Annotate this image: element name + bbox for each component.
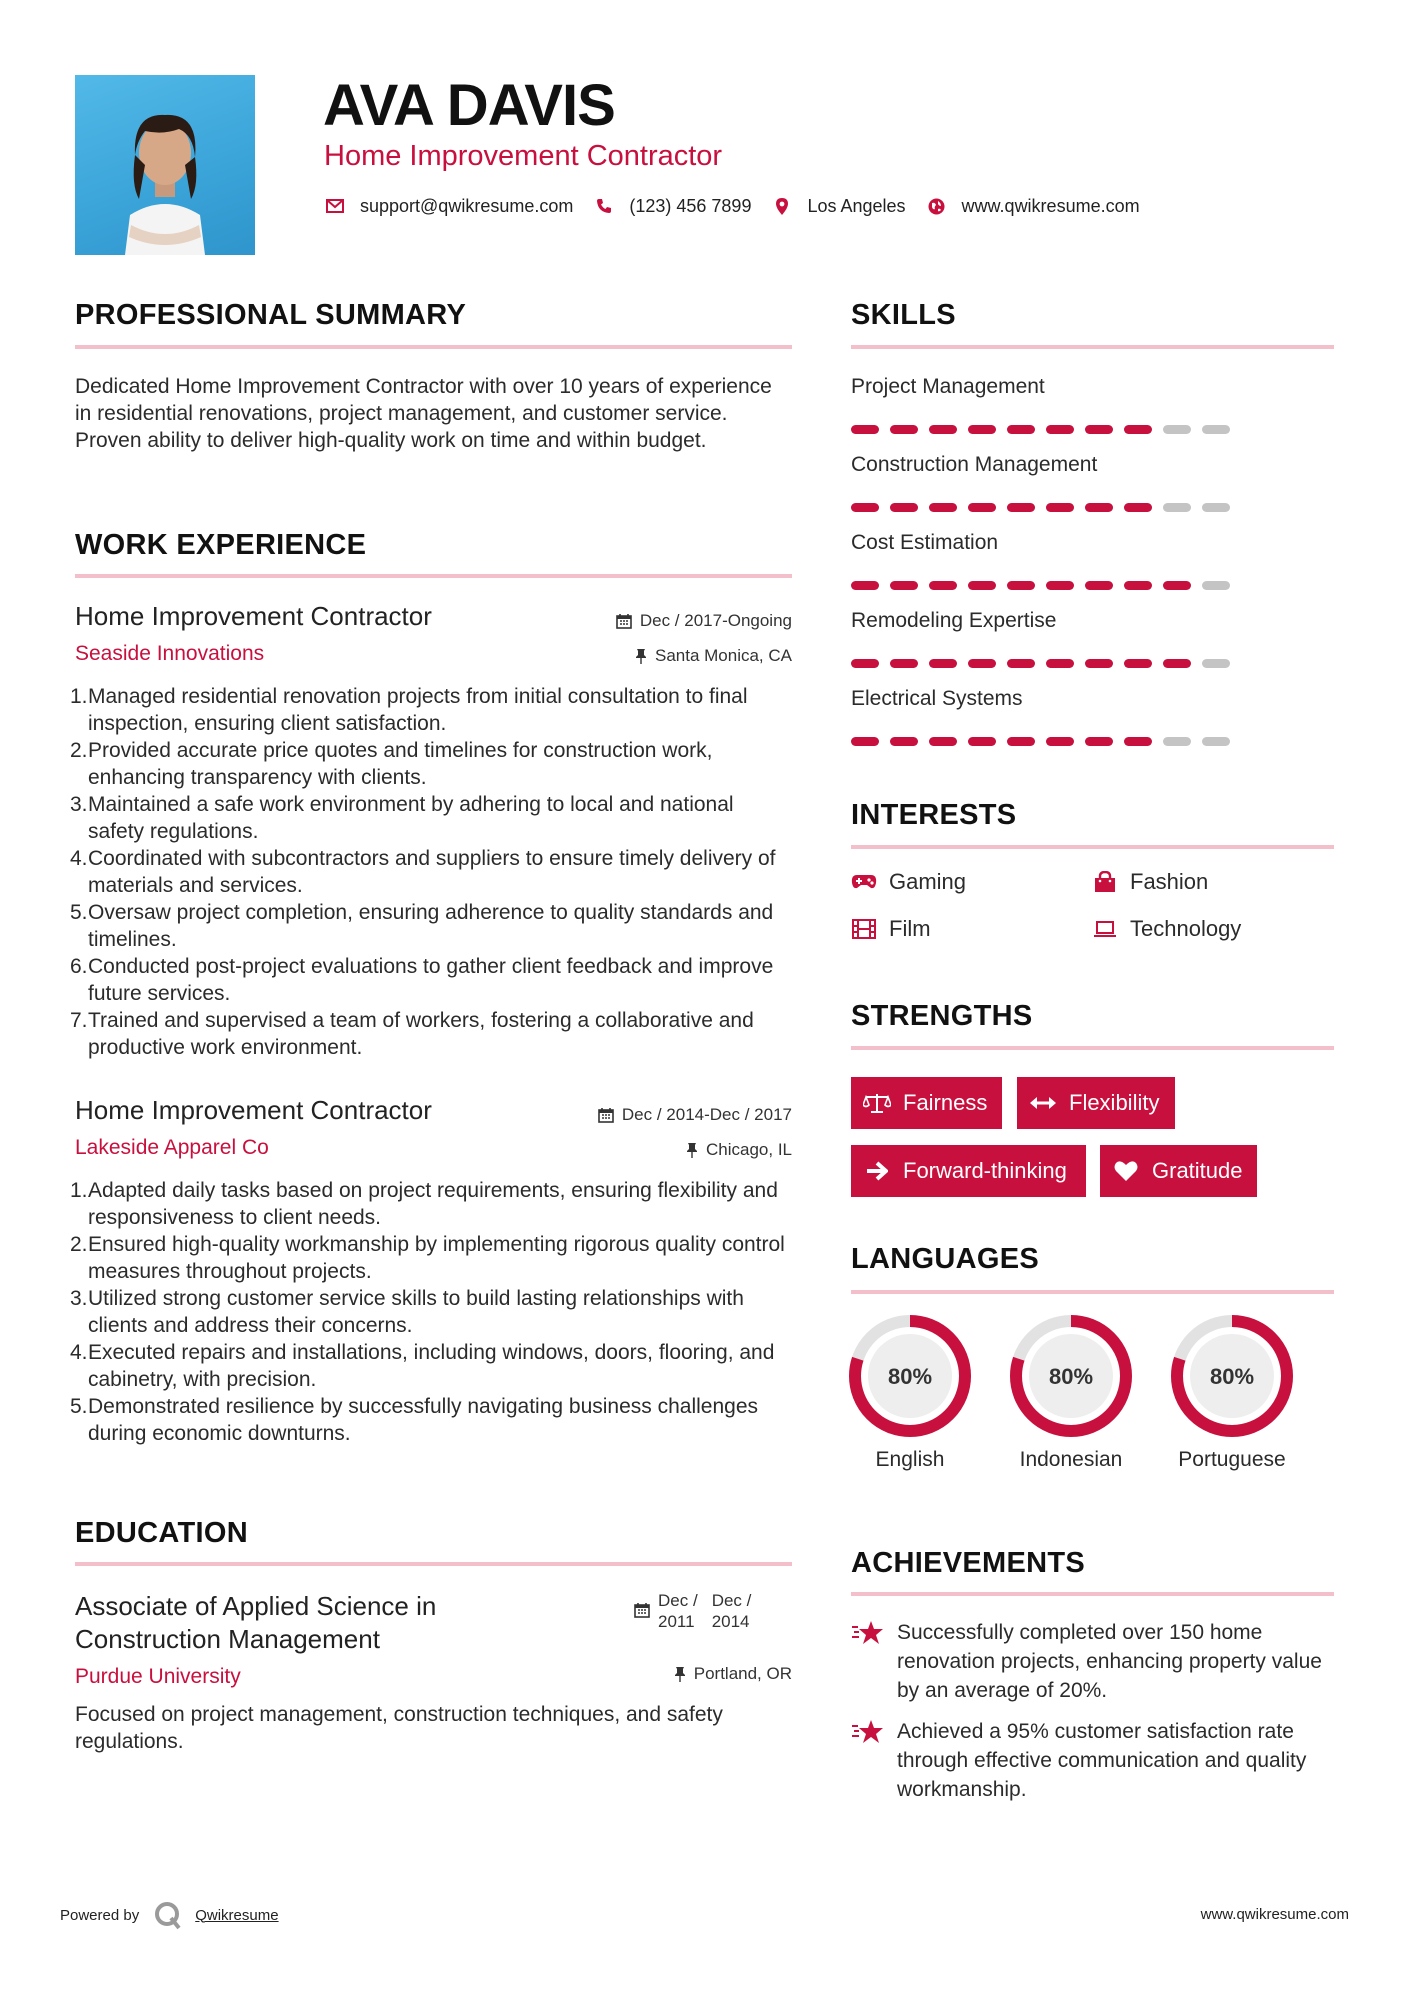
education-heading: EDUCATION (75, 1517, 248, 1549)
qwikresume-logo-icon (153, 1900, 183, 1930)
gamepad-icon (851, 870, 877, 894)
skill-level-segment (929, 503, 957, 512)
skill-level-segment (1007, 737, 1035, 746)
skill-level-segment (929, 425, 957, 434)
envelope-icon (324, 195, 346, 217)
job-location (532, 645, 792, 667)
skill-level-segment (1085, 659, 1113, 668)
job-title: Home Improvement Contractor (75, 601, 432, 631)
language-percent: 80% (1048, 1364, 1094, 1389)
interest-label: Fashion (1130, 869, 1209, 894)
website-text: www.qwikresume.com (961, 195, 1140, 216)
star-icon (851, 1717, 885, 1747)
skill-level-segment (890, 737, 918, 746)
skill-level-segment (1202, 425, 1230, 434)
skill-level-segment (1202, 581, 1230, 590)
strength-label: Fairness (903, 1090, 988, 1115)
skill-name: Construction Management (851, 453, 1098, 476)
job-location-text: Chicago, IL (706, 1140, 792, 1159)
skill-level-segment (968, 737, 996, 746)
skill-level-segment (1046, 425, 1074, 434)
job-bullets (70, 1177, 792, 1447)
skill-level-bar (851, 659, 1241, 668)
skill-level-segment (1163, 659, 1191, 668)
languages-heading: LANGUAGES (851, 1243, 1039, 1275)
skill-level-segment (1046, 737, 1074, 746)
skills-heading: SKILLS (851, 299, 956, 331)
job-location (532, 1139, 792, 1161)
language-progress-ring (1009, 1314, 1133, 1438)
list-item: 1. Managed residential renovation projects from initial consultation to final inspection, ensuring client satisfaction. (70, 685, 748, 735)
skill-level-segment (1202, 503, 1230, 512)
strength-tag (851, 1077, 1002, 1129)
skill-level-segment (929, 581, 957, 590)
summary-text: Dedicated Home Improvement Contractor with over 10 years of experience in residential renovations, project management, and customer service. Proven ability to deliver high-quality work on time and within budget. (75, 375, 772, 452)
heart-icon (1112, 1159, 1140, 1183)
interest-label: Gaming (889, 869, 967, 894)
degree-line-1: Associate of Applied Science in (75, 1591, 437, 1621)
list-item: 3. Utilized strong customer service skills to build lasting relationships with clients and address their concerns. (70, 1287, 744, 1337)
skill-level-segment (968, 581, 996, 590)
interest-item (851, 916, 931, 942)
job-dates-text: Dec / 2017-Ongoing (639, 611, 792, 630)
skill-level-segment (1163, 503, 1191, 512)
skill-name: Remodeling Expertise (851, 609, 1057, 632)
list-item: 7. Trained and supervised a team of workers, fostering a collaborative and productive work environment. (70, 1009, 754, 1059)
skill-level-segment (851, 659, 879, 668)
interests-divider (851, 845, 1334, 849)
education-dates (634, 1590, 751, 1632)
skill-level-segment (851, 581, 879, 590)
strength-tag (1017, 1077, 1175, 1129)
skill-level-segment (1202, 737, 1230, 746)
skill-level-segment (890, 659, 918, 668)
list-item: 4. Coordinated with subcontractors and suppliers to ensure timely delivery of materials and services. (70, 847, 776, 897)
list-item: 2. Ensured high-quality workmanship by implementing rigorous quality control measures throughout projects. (70, 1233, 785, 1283)
skill-level-segment (1085, 425, 1113, 434)
arrow-right-icon (863, 1159, 891, 1183)
job-dates (532, 610, 792, 632)
strength-tag (851, 1145, 1086, 1197)
skill-level-segment (851, 737, 879, 746)
skill-level-segment (1085, 581, 1113, 590)
education-divider (75, 1562, 792, 1566)
skill-level-segment (1163, 737, 1191, 746)
list-item: 4. Executed repairs and installations, including windows, doors, flooring, and cabinetry, with precision. (70, 1341, 775, 1391)
language-item (1009, 1314, 1133, 1475)
candidate-name: AVA DAVIS (323, 73, 615, 138)
skill-level-bar (851, 737, 1241, 746)
skill-level-bar (851, 581, 1241, 590)
skill-level-segment (1163, 581, 1191, 590)
job-bullets (70, 683, 792, 1061)
skill-level-segment (1007, 503, 1035, 512)
list-item: 5. Demonstrated resilience by successfully navigating business challenges during economic downturns. (70, 1395, 759, 1445)
strengths-divider (851, 1046, 1334, 1050)
language-percent: 80% (887, 1364, 933, 1389)
skill-level-segment (968, 659, 996, 668)
thumbtack-icon (686, 1142, 698, 1158)
phone-icon (593, 195, 615, 217)
map-marker-icon (771, 195, 793, 217)
education-end: Dec / 2014 (711, 1591, 752, 1631)
interest-label: Technology (1130, 916, 1242, 941)
footer-website[interactable]: www.qwikresume.com (1200, 1906, 1349, 1923)
achievement-text: Successfully completed over 150 home renovation projects, enhancing property value by an average of 20%. (897, 1621, 1322, 1702)
skill-level-bar (851, 503, 1241, 512)
thumbtack-icon (635, 648, 647, 664)
degree-line-2: Construction Management (75, 1624, 380, 1654)
language-name: English (875, 1448, 945, 1471)
laptop-icon (1092, 917, 1118, 941)
skill-level-segment (1085, 503, 1113, 512)
skill-level-segment (1163, 425, 1191, 434)
strength-label: Forward-thinking (903, 1158, 1067, 1183)
email-text: support@qwikresume.com (360, 195, 574, 216)
calendar-icon (634, 1602, 650, 1618)
languages-divider (851, 1290, 1334, 1294)
list-item: 6. Conducted post-project evaluations to gather client feedback and improve future services. (70, 955, 774, 1005)
skill-level-segment (1007, 581, 1035, 590)
job-title: Home Improvement Contractor (75, 1095, 432, 1125)
contact-website[interactable] (926, 195, 1140, 217)
strength-tag (1100, 1145, 1257, 1197)
globe-icon (926, 195, 948, 217)
skill-level-segment (1202, 659, 1230, 668)
school-name: Purdue University (75, 1665, 241, 1688)
summary-heading: PROFESSIONAL SUMMARY (75, 299, 467, 331)
education-location-text: Portland, OR (693, 1664, 792, 1683)
degree-title (75, 1590, 436, 1656)
skill-name: Project Management (851, 375, 1045, 398)
balance-scale-icon (863, 1091, 891, 1115)
experience-heading: WORK EXPERIENCE (75, 529, 367, 561)
interest-label: Film (889, 916, 931, 941)
contact-email[interactable] (324, 195, 573, 217)
job-dates-text: Dec / 2014-Dec / 2017 (621, 1105, 792, 1124)
interest-item (1092, 916, 1241, 942)
language-name: Portuguese (1178, 1448, 1286, 1471)
strength-label: Flexibility (1069, 1090, 1160, 1115)
achievements-divider (851, 1592, 1334, 1596)
skill-level-segment (1124, 581, 1152, 590)
calendar-icon (598, 1107, 614, 1123)
contact-phone[interactable] (593, 195, 751, 217)
skill-level-segment (890, 425, 918, 434)
skill-level-segment (1085, 737, 1113, 746)
skill-level-segment (968, 425, 996, 434)
footer-powered-by (60, 1900, 279, 1930)
interest-item (1092, 869, 1208, 895)
skill-level-segment (1124, 503, 1152, 512)
skill-name: Cost Estimation (851, 531, 999, 554)
list-item: 5. Oversaw project completion, ensuring adherence to quality standards and timelines. (70, 901, 774, 951)
job-dates (512, 1104, 792, 1126)
film-icon (851, 917, 877, 941)
skill-level-segment (929, 737, 957, 746)
skill-level-segment (1124, 737, 1152, 746)
skill-level-segment (1046, 659, 1074, 668)
language-progress-ring (1170, 1314, 1294, 1438)
education-description: Focused on project management, construction techniques, and safety regulations. (75, 1703, 723, 1753)
skills-divider (851, 345, 1334, 349)
profile-photo (75, 75, 255, 255)
strengths-heading: STRENGTHS (851, 1000, 1033, 1032)
skill-level-segment (1124, 425, 1152, 434)
arrows-horizontal-icon (1029, 1091, 1057, 1115)
interests-heading: INTERESTS (851, 799, 1017, 831)
skill-level-segment (1007, 659, 1035, 668)
job-company: Lakeside Apparel Co (75, 1136, 269, 1159)
skill-level-segment (851, 425, 879, 434)
achievement-text: Achieved a 95% customer satisfaction rate through effective communication and quality workmanship. (897, 1720, 1307, 1801)
job-company: Seaside Innovations (75, 642, 265, 665)
job-location-text: Santa Monica, CA (654, 646, 792, 665)
skill-level-segment (1046, 581, 1074, 590)
language-item (848, 1314, 972, 1475)
skill-level-segment (851, 503, 879, 512)
star-icon (851, 1618, 885, 1648)
skill-level-segment (890, 581, 918, 590)
language-name: Indonesian (1019, 1448, 1123, 1471)
skill-level-bar (851, 425, 1241, 434)
language-item (1170, 1314, 1294, 1475)
candidate-title: Home Improvement Contractor (324, 140, 723, 172)
experience-divider (75, 574, 792, 578)
skill-name: Electrical Systems (851, 687, 1023, 710)
achievements-heading: ACHIEVEMENTS (851, 1547, 1086, 1579)
language-percent: 80% (1209, 1364, 1255, 1389)
achievement-item (851, 1717, 1337, 1804)
contact-bar (324, 194, 1160, 218)
education-location (532, 1663, 792, 1685)
achievement-item (851, 1618, 1337, 1705)
language-progress-ring (848, 1314, 972, 1438)
skill-level-segment (929, 659, 957, 668)
contact-location (771, 195, 905, 217)
shopping-bag-icon (1092, 870, 1118, 894)
qwikresume-link[interactable]: Qwikresume (195, 1906, 279, 1924)
skill-level-segment (968, 503, 996, 512)
skill-level-segment (1007, 425, 1035, 434)
list-item: 2. Provided accurate price quotes and timelines for construction work, enhancing transparency with clients. (70, 739, 713, 789)
powered-by-label: Powered by (60, 1906, 140, 1924)
calendar-icon (616, 613, 632, 629)
phone-text: (123) 456 7899 (629, 195, 752, 216)
skill-level-segment (1124, 659, 1152, 668)
skill-level-segment (890, 503, 918, 512)
list-item: 1. Adapted daily tasks based on project requirements, ensuring flexibility and responsiveness to client needs. (70, 1179, 778, 1229)
education-start: Dec / 2011 (658, 1591, 698, 1631)
thumbtack-icon (674, 1666, 686, 1682)
interest-item (851, 869, 966, 895)
list-item: 3. Maintained a safe work environment by adhering to local and national safety regulations. (70, 793, 734, 843)
skill-level-segment (1046, 503, 1074, 512)
location-text: Los Angeles (807, 195, 906, 216)
summary-divider (75, 345, 792, 349)
strength-label: Gratitude (1152, 1158, 1243, 1183)
